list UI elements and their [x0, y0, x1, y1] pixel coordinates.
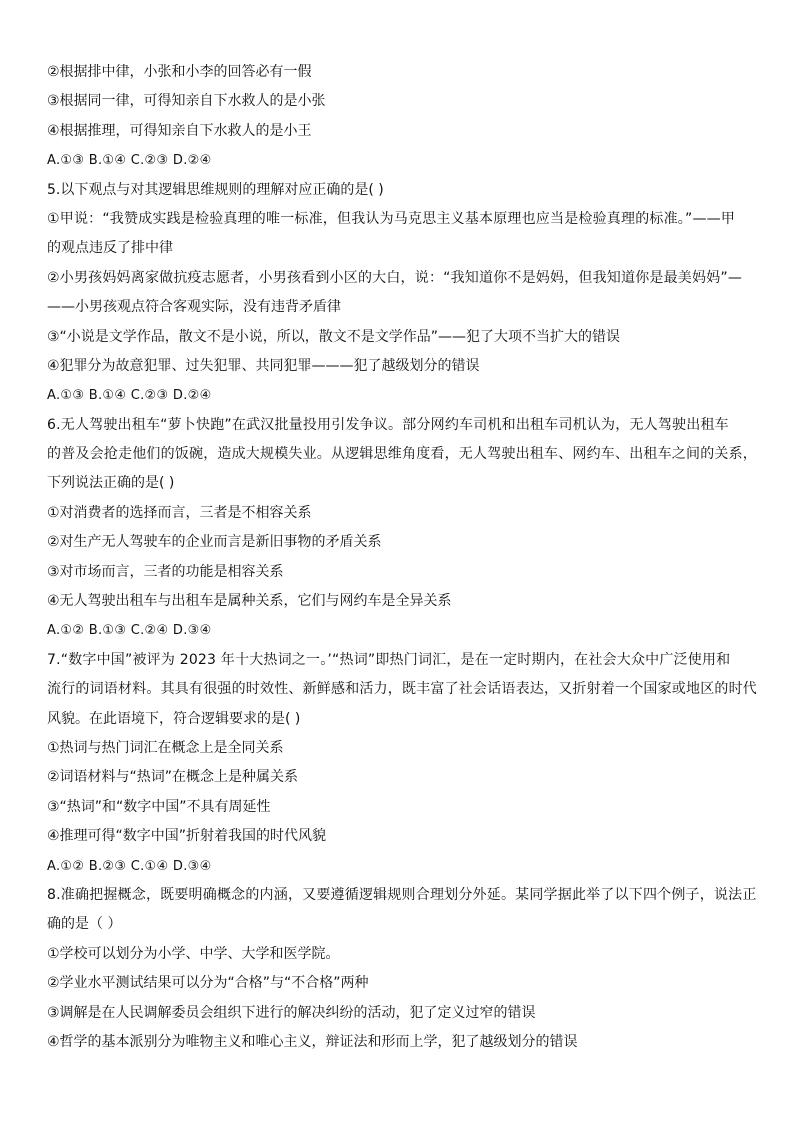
answer-options: A.①② B.①③ C.②④ D.③④ [47, 623, 212, 639]
text-line: ③调解是在人民调解委员会组织下进行的解决纠纷的活动，犯了定义过窄的错误 [47, 1004, 536, 1021]
text-line: ②学业水平测试结果可以分为“合格”与“不合格”两种 [47, 975, 369, 992]
text-line: 的观点违反了排中律 [47, 240, 173, 257]
text-line: ④犯罪分为故意犯罪、过失犯罪、共同犯罪———犯了越级划分的错误 [47, 357, 480, 374]
text-line: 流行的词语材料。其具有很强的时效性、新鲜感和活力，既丰富了社会话语表达，又折射着一个国家或地区的时代 [47, 681, 757, 698]
text-line: ①学校可以划分为小学、中学、大学和医学院。 [47, 945, 340, 962]
text-line: ③根据同一律，可得知亲自下水救人的是小张 [47, 93, 326, 110]
text-line: ②对生产无人驾驶车的企业而言是新旧事物的矛盾关系 [47, 534, 382, 551]
text-line: ③“热词”和“数字中国”不具有周延性 [47, 798, 271, 815]
text-line: ④根据推理，可得知亲自下水救人的是小王 [47, 122, 312, 139]
question-5-stem: 5.以下观点与对其逻辑思维规则的理解对应正确的是( ) [47, 181, 384, 198]
question-6-stem: 6.无人驾驶出租车“萝卜快跑”在武汉批量投用引发争议。部分网约车司机和出租车司机认为，无人驾驶出租车 [47, 416, 729, 433]
answer-options: A.①③ B.①④ C.②③ D.②④ [47, 388, 212, 404]
answer-options: A.①③ B.①④ C.②③ D.②④ [47, 153, 212, 169]
question-text-block [47, 58, 757, 1057]
text-line: ①热词与热门词汇在概念上是全同关系 [47, 739, 284, 756]
text-line: ②词语材料与“热词”在概念上是种属关系 [47, 769, 299, 786]
text-line: 确的是（ ） [47, 916, 122, 933]
text-line: ——小男孩观点符合客观实际，没有违背矛盾律 [47, 299, 341, 316]
text-line: 下列说法正确的是( ) [47, 475, 175, 492]
text-line: ①甲说：“我赞成实践是检验真理的唯一标准，但我认为马克思主义基本原理也应当是检验真理的标准。”——甲 [47, 210, 736, 227]
question-7-stem: 7.“数字中国”被评为 2023 年十大热词之一。’“热词”即热门词汇，是在一定时期内，在社会大众中广泛使用和 [47, 651, 731, 668]
text-line: ④无人驾驶出租车与出租车是属种关系，它们与网约车是全异关系 [47, 593, 452, 610]
text-line: 的普及会抢走他们的饭碗，造成大规模失业。从逻辑思维角度看，无人驾驶出租车、网约车、出租车之间的关系， [47, 446, 757, 463]
text-line: ①对消费者的选择而言，三者是不相容关系 [47, 504, 312, 521]
text-line: ③对市场而言，三者的功能是相容关系 [47, 563, 284, 580]
question-8-stem: 8.准确把握概念，既要明确概念的内涵，又要遵循逻辑规则合理划分外延。某同学据此举了以下四个例子，说法正 [47, 886, 757, 903]
answer-options: A.①② B.②③ C.①④ D.③④ [47, 858, 212, 874]
text-line: ③“小说是文学作品，散文不是小说，所以，散文不是文学作品”——犯了大项不当扩大的错误 [47, 328, 621, 345]
text-line: ②根据排中律，小张和小李的回答必有一假 [47, 64, 312, 80]
text-line: ④哲学的基本派别分为唯物主义和唯心主义，辩证法和形而上学，犯了越级划分的错误 [47, 1033, 578, 1050]
text-line: 风貌。在此语境下，符合逻辑要求的是( ) [47, 710, 301, 727]
text-line: ②小男孩妈妈离家做抗疫志愿者，小男孩看到小区的大白，说：“我知道你不是妈妈，但我知道你是最美妈妈”— [47, 269, 743, 286]
text-line: ④推理可得“数字中国”折射着我国的时代风貌 [47, 828, 327, 845]
